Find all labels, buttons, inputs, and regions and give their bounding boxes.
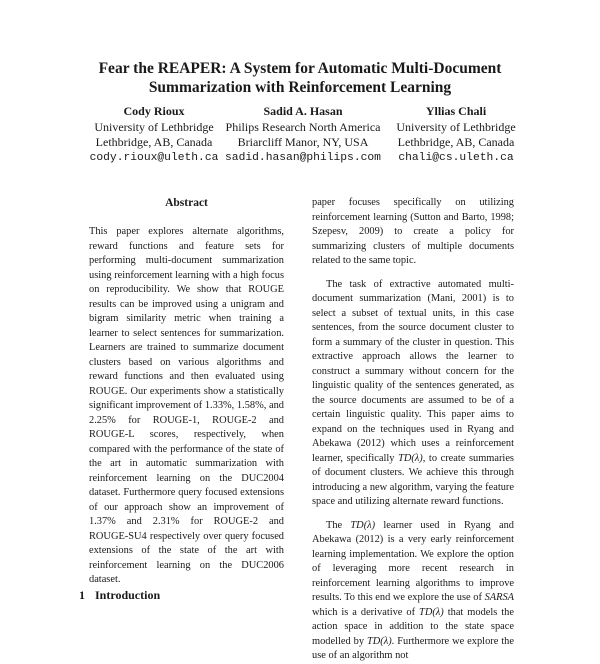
intro-paragraph-2 — [312, 278, 514, 510]
para3-end: . Furthermore we explore the use of an algorithm not — [312, 635, 514, 661]
author-3 — [381, 104, 531, 166]
math-td-lambda: TD(λ) — [350, 519, 376, 531]
math-td-lambda: TD(λ) — [366, 635, 392, 647]
author-location: Lethbridge, AB, Canada — [95, 135, 213, 150]
math-td-lambda: TD(λ) — [398, 452, 423, 464]
section-number: 1 — [79, 588, 85, 602]
intro-paragraph-1: paper focuses specifically on utilizing reinforcement learning (Sutton and Barto, 1998; Szepesv, 2009) to create a policy for summarizing clusters of multiple documents related to the same topic. — [312, 197, 514, 266]
paper-title — [0, 59, 600, 97]
right-column — [312, 196, 514, 664]
author-location: Briarcliff Manor, NY, USA — [237, 135, 369, 150]
para2-end: , to create summaries of document clusters. We achieve this through introducing a new algorithm, varying the feature space and utilizing alternate reward functions. — [312, 452, 514, 507]
author-location: Lethbridge, AB, Canada — [397, 135, 515, 150]
para3-mid3: that models the action space in addition to the state space modelled by — [312, 606, 514, 647]
intro-paragraph-3 — [312, 519, 514, 664]
author-email[interactable]: cody.rioux@uleth.ca — [89, 151, 219, 164]
author-email[interactable]: chali@cs.uleth.ca — [398, 151, 514, 164]
author-name: Cody Rioux — [123, 104, 185, 118]
author-name: Yllias Chali — [425, 104, 487, 118]
author-block — [0, 104, 600, 164]
author-affiliation: Philips Research North America — [225, 119, 381, 134]
abstract-heading: Abstract — [165, 197, 208, 209]
abstract-column — [89, 225, 284, 588]
author-affiliation: University of Lethbridge — [396, 119, 516, 134]
author-affiliation: University of Lethbridge — [94, 119, 214, 134]
para3-start: The — [326, 519, 343, 531]
author-1 — [79, 104, 229, 166]
abstract-text: This paper explores alternate algorithms, reward functions and feature sets for performing multi-document summarization using reinforcement learning with a high focus on reproducibility. We show that ROUGE results can be improved using a unigram and bigram similarity metric when training a learner to select sentences for summarization. Learners are trained to summarize document clusters based on various algorithms and reward functions and then evaluated using ROUGE. Our experiments show a statistically significant improvement of 1.33%, 1.58%, and 2.25% for ROUGE-1, ROUGE-2 and ROUGE-L scores, respectively, when compared with the performance of the state of the art in automatic summarization with reinforcement learning on the DUC2004 dataset. Furthermore query focused extensions of our approach show an improvement of 1.37% and 2.31% for ROUGE-2 and ROUGE-SU4 respectively over query focused extensions of the state of the art with reinforcement learning on the DUC2006 dataset. — [89, 226, 284, 585]
math-td-lambda: TD(λ) — [419, 606, 444, 618]
title-line-1: Fear the REAPER: A System for Automatic Multi-Document — [98, 60, 502, 77]
para2-text: The task of extractive automated multi-document summarization (Mani, 2001) is to select a subset of textual units, in this case sentences, from the source document cluster to form a summary of the cluster in question. This extractive approach allows the learner to construct a summary without concern for the linguistic quality of the sentences generated, as the source documents are assumed to be of a certain linguistic quality. This paper aims to expand on the techniques used in Ryang and Abekawa (2012) which uses a reinforcement learner, specifically — [312, 278, 514, 464]
author-2 — [222, 104, 384, 166]
title-line-2: Summarization with Reinforcement Learning — [148, 79, 452, 96]
math-sarsa: SARSA — [484, 592, 514, 603]
section-title: Introduction — [95, 588, 161, 602]
para3-mid1: learner used in Ryang and Abekawa (2012) is a very early reinforcement learning implementation. We explore the option of leveraging more recent research in reinforcement learning algorithms to improve results. To this end we explore the use of — [312, 519, 514, 603]
author-name: Sadid A. Hasan — [263, 104, 343, 118]
para3-mid2: which is a derivative of — [312, 606, 416, 618]
author-email[interactable]: sadid.hasan@philips.com — [225, 151, 381, 164]
